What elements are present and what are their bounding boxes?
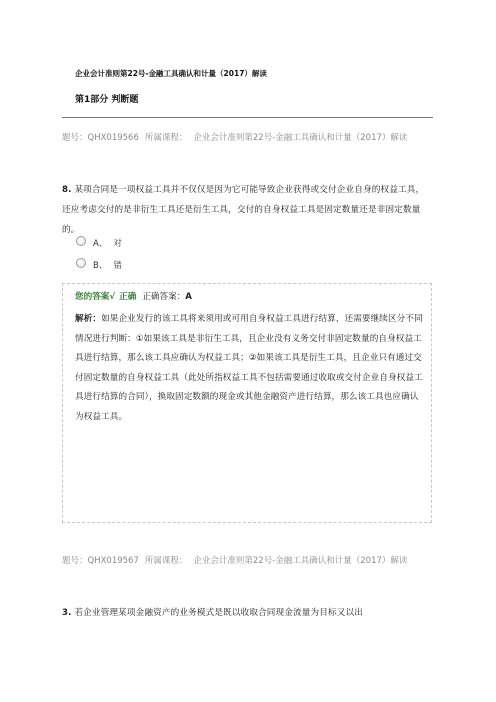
- option-letter: A、: [93, 239, 108, 249]
- part-heading: 第1部分 判断题: [75, 95, 139, 105]
- analysis-label: 解析：: [75, 314, 102, 324]
- question-meta: [62, 551, 432, 571]
- question-text: 某项合同是一项权益工具并不仅仅是因为它可能导致企业获得或交付企业自身的权益工具，还应考虑交付的是非衍生工具还是衍生工具，交付的自身权益工具是固定数量还是非固定数量的。: [62, 185, 425, 235]
- question-meta: [62, 128, 432, 148]
- document-title: 企业会计准则第22号-金融工具确认和计量（2017）解读: [75, 69, 267, 78]
- option-b[interactable]: [76, 259, 122, 271]
- option-letter: B、: [93, 261, 108, 271]
- answer-result: 正确: [119, 292, 137, 302]
- analysis-body: 如果企业发行的该工具将来须用或可用自身权益工具进行结算，还需要继续区分不同情况进行判断：①如果该工具是非衍生工具，且企业没有义务交付非固定数量的自身权益工具进行结算，那么该工具应确认为权益工具；②如果该工具是衍生工具，且企业只有通过交付固定数量的自身权益工具（此处所指权益工具不包括需要通过收取或交付企业自身权益工具进行结算的合同），换取固定数额的现金或其他金融资产进行结算，那么该工具也应确认为权益工具。: [75, 314, 423, 422]
- correct-answer-value: A: [185, 292, 192, 302]
- question-stem: [62, 603, 432, 623]
- question-number: 3.: [62, 608, 72, 618]
- radio-button-icon[interactable]: [76, 236, 86, 246]
- course-label: 所属课程：: [144, 556, 188, 566]
- question-text: 若企业管理某项金融资产的业务模式是既以收取合同现金流量为目标又以出: [74, 608, 363, 618]
- course-name: 企业会计准则第22号-金融工具确认和计量（2017）解读: [193, 133, 408, 143]
- question-id: 题号：QHX019567: [62, 556, 139, 566]
- radio-button-icon[interactable]: [76, 258, 86, 268]
- question-number: 8.: [62, 185, 72, 195]
- analysis-text: [75, 310, 425, 428]
- correct-answer-label: 正确答案：: [142, 292, 186, 302]
- course-name: 企业会计准则第22号-金融工具确认和计量（2017）解读: [193, 556, 408, 566]
- answer-panel: [62, 283, 432, 523]
- course-label: 所属课程：: [144, 133, 188, 143]
- question-id: 题号：QHX019566: [62, 133, 139, 143]
- part-divider: [62, 117, 433, 118]
- option-a[interactable]: [76, 237, 122, 249]
- question-stem: [62, 180, 432, 240]
- your-answer-label: 您的答案√: [75, 292, 116, 302]
- option-text: 错: [113, 261, 122, 271]
- answer-summary: [75, 290, 192, 302]
- option-text: 对: [113, 239, 122, 249]
